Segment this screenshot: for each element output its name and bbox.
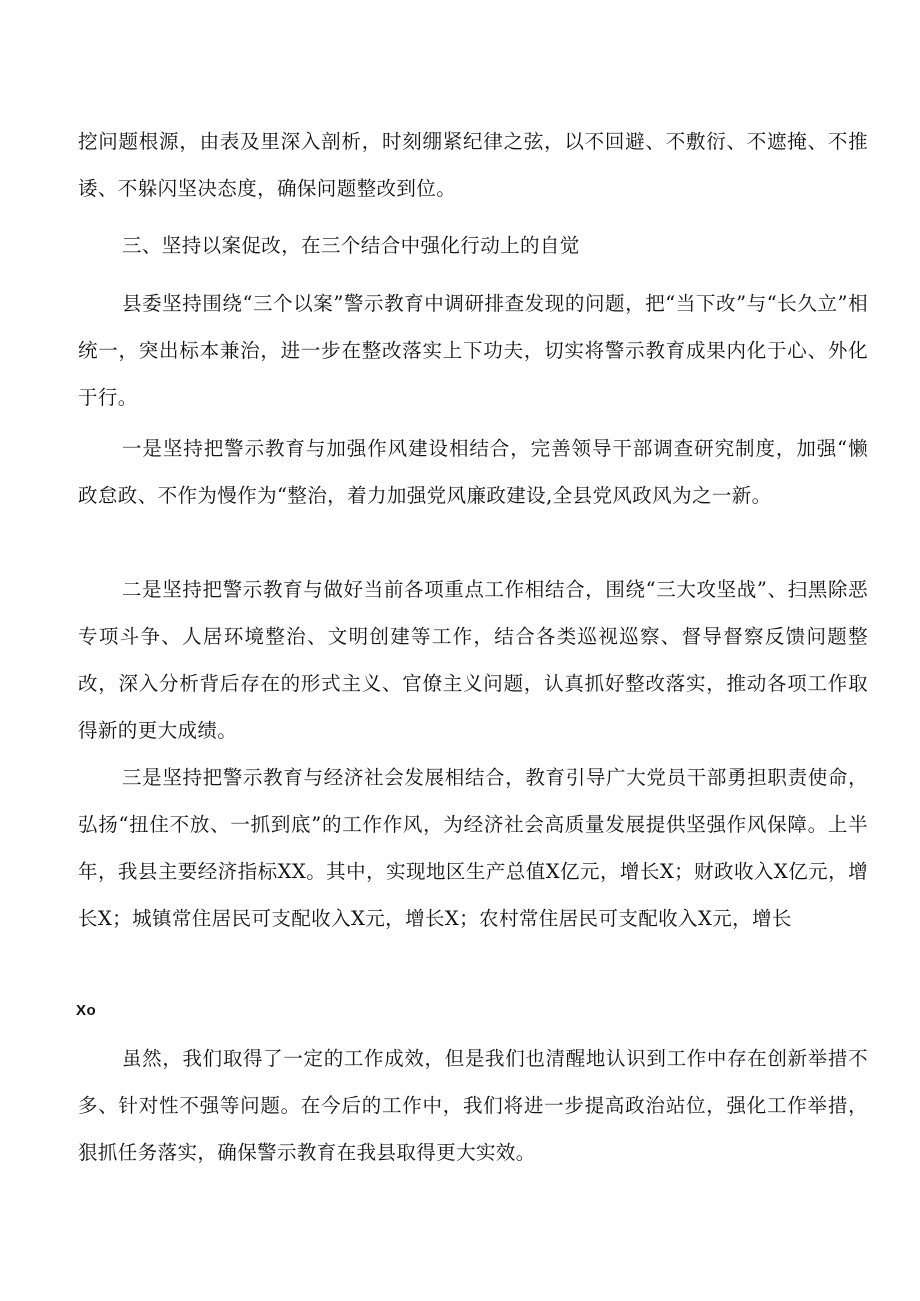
section-heading: 三、坚持以案促改，在三个结合中强化行动上的自觉 [122,234,580,257]
paragraph-point-two: 二是坚持把警示教育与做好当前各项重点工作相结合，围绕“三大攻坚战”、扫黑除恶专项斗争、人居环境整治、文明创建等工作，结合各类巡视巡察、督导督察反馈问题整改，深入分析背后存在的形式主义、官僚主义问题，认真抓好整改落实，推动各项工作取得新的更大成绩。 [78,578,868,742]
paragraph-point-one: 一是坚持把警示教育与加强作风建设相结合，完善领导干部调查研究制度，加强“懒政怠政、不作为慢作为“整治，着力加强党风廉政建设,全县党风政风为之一新。 [78,437,868,507]
paragraph-continuation: 挖问题根源，由表及里深入剖析，时刻绷紧纪律之弦，以不回避、不敷衍、不遮掩、不推诿、不躲闪坚决态度，确保问题整改到位。 [78,130,868,200]
paragraph-point-three: 三是坚持把警示教育与经济社会发展相结合，教育引导广大党员干部勇担职责使命，弘扬“扭住不放、一抓到底”的工作作风，为经济社会高质量发展提供坚强作风保障。上半年，我县主要经济指标XX。其中，实现地区生产总值X亿元，增长X；财政收入X亿元，增长X；城镇常住居民可支配收入X元，增长X；农村常住居民可支配收入X元，增长 [78,766,868,930]
stray-text: Xo [76,1002,97,1019]
paragraph-conclusion: 虽然，我们取得了一定的工作成效，但是我们也清醒地认识到工作中存在创新举措不多、针对性不强等问题。在今后的工作中，我们将进一步提高政治站位，强化工作举措，狠抓任务落实，确保警示教育在我县取得更大实效。 [78,1047,868,1164]
paragraph-intro: 县委坚持围绕“三个以案”警示教育中调研排查发现的问题，把“当下改”与“长久立”相统一，突出标本兼治，进一步在整改落实上下功夫，切实将警示教育成果内化于心、外化于行。 [78,292,868,409]
